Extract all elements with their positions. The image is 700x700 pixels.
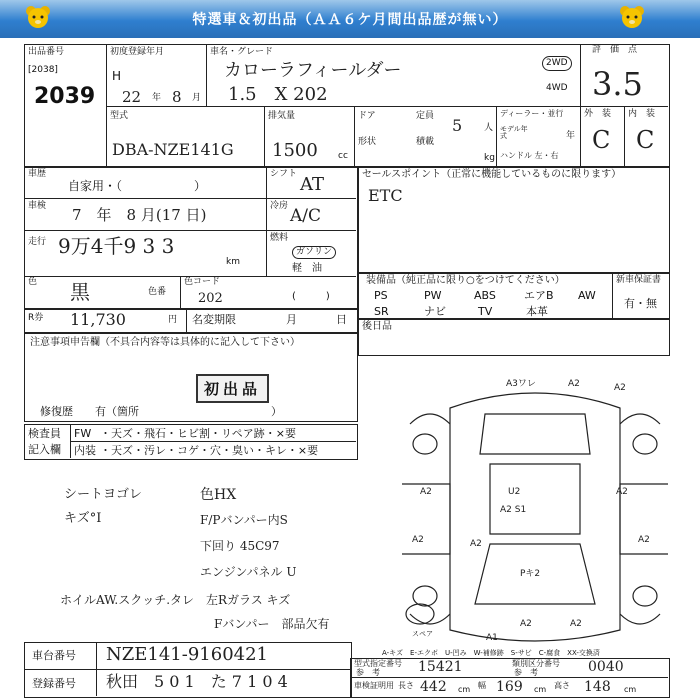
grade-score-label: 評 価 点 — [592, 45, 638, 55]
color-code: 202 — [198, 291, 223, 306]
handle-label: ハンドル 左・右 — [500, 151, 559, 160]
note-line: キズ°Ⅰ — [64, 511, 102, 526]
damage-mark: A2 — [616, 487, 628, 497]
recycle: 11,730 — [70, 310, 126, 329]
title-change-month: 月 — [286, 313, 297, 326]
note-line: 色HX — [200, 487, 237, 503]
grade-score: 3.5 — [592, 65, 643, 103]
mileage-unit: km — [226, 257, 240, 267]
drive-4wd: 4WD — [546, 83, 568, 93]
type-no: 15421 — [418, 659, 463, 675]
chassis-number: NZE141-9160421 — [106, 644, 268, 665]
banner — [0, 0, 700, 38]
title-change-day: 日 — [336, 313, 347, 326]
shape-label: 形状 — [358, 137, 377, 147]
damage-mark: U2 — [508, 487, 521, 497]
displacement-unit: cc — [338, 151, 348, 161]
damage-mark: Pキ2 — [520, 569, 541, 579]
equipment-aw: AW — [578, 289, 596, 302]
equipment-navi: ナビ — [424, 305, 446, 318]
fw-head: FW — [74, 427, 92, 440]
length-unit: cm — [458, 685, 471, 694]
car-name-label: 車名・グレード — [210, 47, 274, 57]
doors-label: ドア — [358, 111, 376, 121]
damage-mark: A2 — [614, 383, 626, 393]
title-change-label: 名変期限 — [192, 313, 236, 326]
new-warranty-label: 新車保証書 — [616, 275, 662, 285]
first-reg-label: 初度登録年月 — [110, 47, 165, 57]
note-line: ホイルAW.スクッチ.タレ 左Rガラス キズ — [60, 593, 291, 607]
category-label: 車歴 — [28, 169, 47, 179]
damage-mark: A2 — [568, 379, 580, 389]
equipment-sr: SR — [374, 305, 389, 318]
notes-label: 注意事項申告欄（不具合内容等は具体的に記入して下さい） — [30, 337, 300, 348]
damage-mark: A2 — [638, 535, 650, 545]
teddy-bear-icon — [616, 3, 648, 35]
mileage: 9万4千9 3 3 — [58, 234, 175, 258]
width: 169 — [496, 679, 523, 695]
reg-month-unit: 月 — [192, 93, 202, 103]
note-line: エンジンパネル U — [200, 565, 297, 579]
reg-number: 秋田 5 0 1 た 7 1 0 4 — [106, 672, 288, 691]
chassis-label: 車台番号 — [32, 649, 76, 662]
lot-number: 2039 — [34, 84, 96, 109]
interior-row: ・天ズ・汚レ・コゲ・穴・臭い・キレ・×要 — [100, 444, 319, 457]
damage-mark: A3ワレ — [506, 379, 536, 389]
capacity-label: 定員 — [416, 111, 435, 121]
lot-label: 出品番号 — [28, 47, 65, 57]
era: H — [112, 69, 122, 83]
cert-label: 車検証明用 — [354, 681, 394, 690]
damage-mark: A1 — [486, 633, 498, 643]
damage-mark: A2 — [570, 619, 582, 629]
class-no-label: 類別区分番号 — [512, 659, 560, 668]
ac-label: 冷房 — [270, 201, 289, 211]
sales-point-text: ETC — [368, 186, 403, 205]
rear-item-label: 後日品 — [362, 321, 392, 332]
damage-mark: A2 S1 — [500, 505, 527, 515]
displacement: 1500 — [272, 140, 318, 161]
inspection: 7 年 8 月(17 日) — [72, 206, 207, 224]
mileage-label: 走行 — [28, 237, 47, 247]
shift-label: シフト — [270, 169, 298, 179]
payload-unit: kg — [484, 153, 495, 163]
note-line: F/Pバンパー内S — [200, 513, 288, 527]
reg-year-unit: 年 — [152, 93, 162, 103]
note-line: Fバンパー 部品欠有 — [214, 617, 330, 631]
height-unit: cm — [624, 685, 637, 694]
payload-label: 積載 — [416, 137, 435, 147]
equipment-label: 装備品（純正品に限り○をつけてください） — [366, 275, 565, 286]
model: DBA-NZE141G — [112, 140, 234, 159]
exterior-score: C — [592, 126, 611, 154]
capacity: 5 — [452, 116, 463, 135]
fuel-petrol: ガソリン — [292, 246, 336, 259]
equipment-pw: PW — [424, 289, 442, 302]
repair-label: 修復歴 有（箇所 ） — [40, 405, 282, 418]
ac: A/C — [290, 206, 322, 226]
inspection-label: 車検 — [28, 201, 47, 211]
category: 自家用・（ ） — [68, 179, 207, 193]
reg-label: 登録番号 — [32, 677, 76, 690]
model-year-unit: 年 — [566, 131, 576, 141]
car-name: カローラフィールダー — [224, 60, 402, 81]
damage-legend: A-キズ E-エクボ U-凹み W-補修跡 S-サビ C-腐食 XX-交換済 — [382, 649, 600, 657]
auction-sheet — [0, 38, 700, 700]
length-label: 長さ — [398, 681, 414, 690]
drive-2wd: 2WD — [542, 56, 572, 71]
model-label: 型式 — [110, 111, 129, 121]
type-no-label: 型式指定番号 — [354, 659, 402, 668]
ref2-label: 参 考 — [514, 668, 538, 677]
lot-small: [2038] — [28, 65, 58, 75]
ref-label: 参 考 — [356, 668, 380, 677]
equipment-tv: TV — [478, 305, 493, 318]
fuel-diesel: 軽 油 — [292, 263, 322, 274]
exterior-label: 外 装 — [584, 109, 612, 119]
width-label: 幅 — [478, 681, 486, 690]
note-line: 下回り 45C97 — [200, 539, 280, 553]
banner-title: 特選車＆初出品（ＡＡ６ケ月間出品歴が無い） — [192, 12, 508, 28]
warranty: 有・無 — [624, 297, 657, 310]
class-no: 0040 — [588, 659, 624, 675]
dealer-label: ディーラー・並行 — [500, 109, 564, 118]
inspector-label-2: 記入欄 — [28, 443, 61, 456]
color-no-label: 色番 — [148, 287, 167, 297]
damage-mark: A2 — [470, 539, 482, 549]
model-year-label: モデル年式 — [500, 125, 528, 140]
displacement-label: 排気量 — [268, 111, 296, 121]
damage-mark: A2 — [412, 535, 424, 545]
width-unit: cm — [534, 685, 547, 694]
fw-row: ・天ズ・飛石・ヒビ割・リペア跡・×要 — [100, 427, 296, 440]
recycle-unit: 円 — [168, 315, 178, 325]
reg-year: 22 — [122, 88, 142, 106]
length: 442 — [420, 679, 447, 695]
note-line: シートヨゴレ — [64, 487, 143, 502]
equipment-ps: PS — [374, 289, 388, 302]
damage-mark: A2 — [420, 487, 432, 497]
sales-point-frame — [358, 166, 670, 274]
color: 黒 — [70, 280, 90, 304]
spare-label: スペア — [412, 630, 433, 638]
equipment-airbag: エアB — [524, 289, 554, 302]
capacity-unit: 人 — [484, 123, 494, 133]
reg-month: 8 — [172, 88, 182, 106]
fuel-other: ( ) — [292, 291, 330, 302]
interior-label: 内 装 — [628, 109, 656, 119]
interior-head: 内装 — [74, 444, 96, 457]
color-label: 色 — [28, 277, 38, 287]
fuel-label: 燃料 — [270, 233, 289, 243]
equipment-abs: ABS — [474, 289, 496, 302]
car-damage-diagram — [390, 364, 680, 644]
first-listing-stamp: 初出品 — [196, 374, 269, 403]
color-code-label: 色コード — [184, 277, 221, 287]
grade: 1.5 X 202 — [228, 84, 328, 105]
teddy-bear-icon — [22, 3, 54, 35]
equipment-leather: 本革 — [526, 305, 548, 318]
height: 148 — [584, 679, 611, 695]
height-label: 高さ — [554, 681, 570, 690]
recycle-label: R券 — [28, 313, 44, 323]
sales-point-label: セールスポイント（正常に機能しているものに限ります） — [362, 169, 622, 180]
inspector-label-1: 検査員 — [28, 427, 61, 440]
damage-mark: A2 — [520, 619, 532, 629]
interior-score: C — [636, 126, 655, 154]
rear-item-frame — [358, 318, 670, 356]
shift: AT — [300, 174, 325, 195]
